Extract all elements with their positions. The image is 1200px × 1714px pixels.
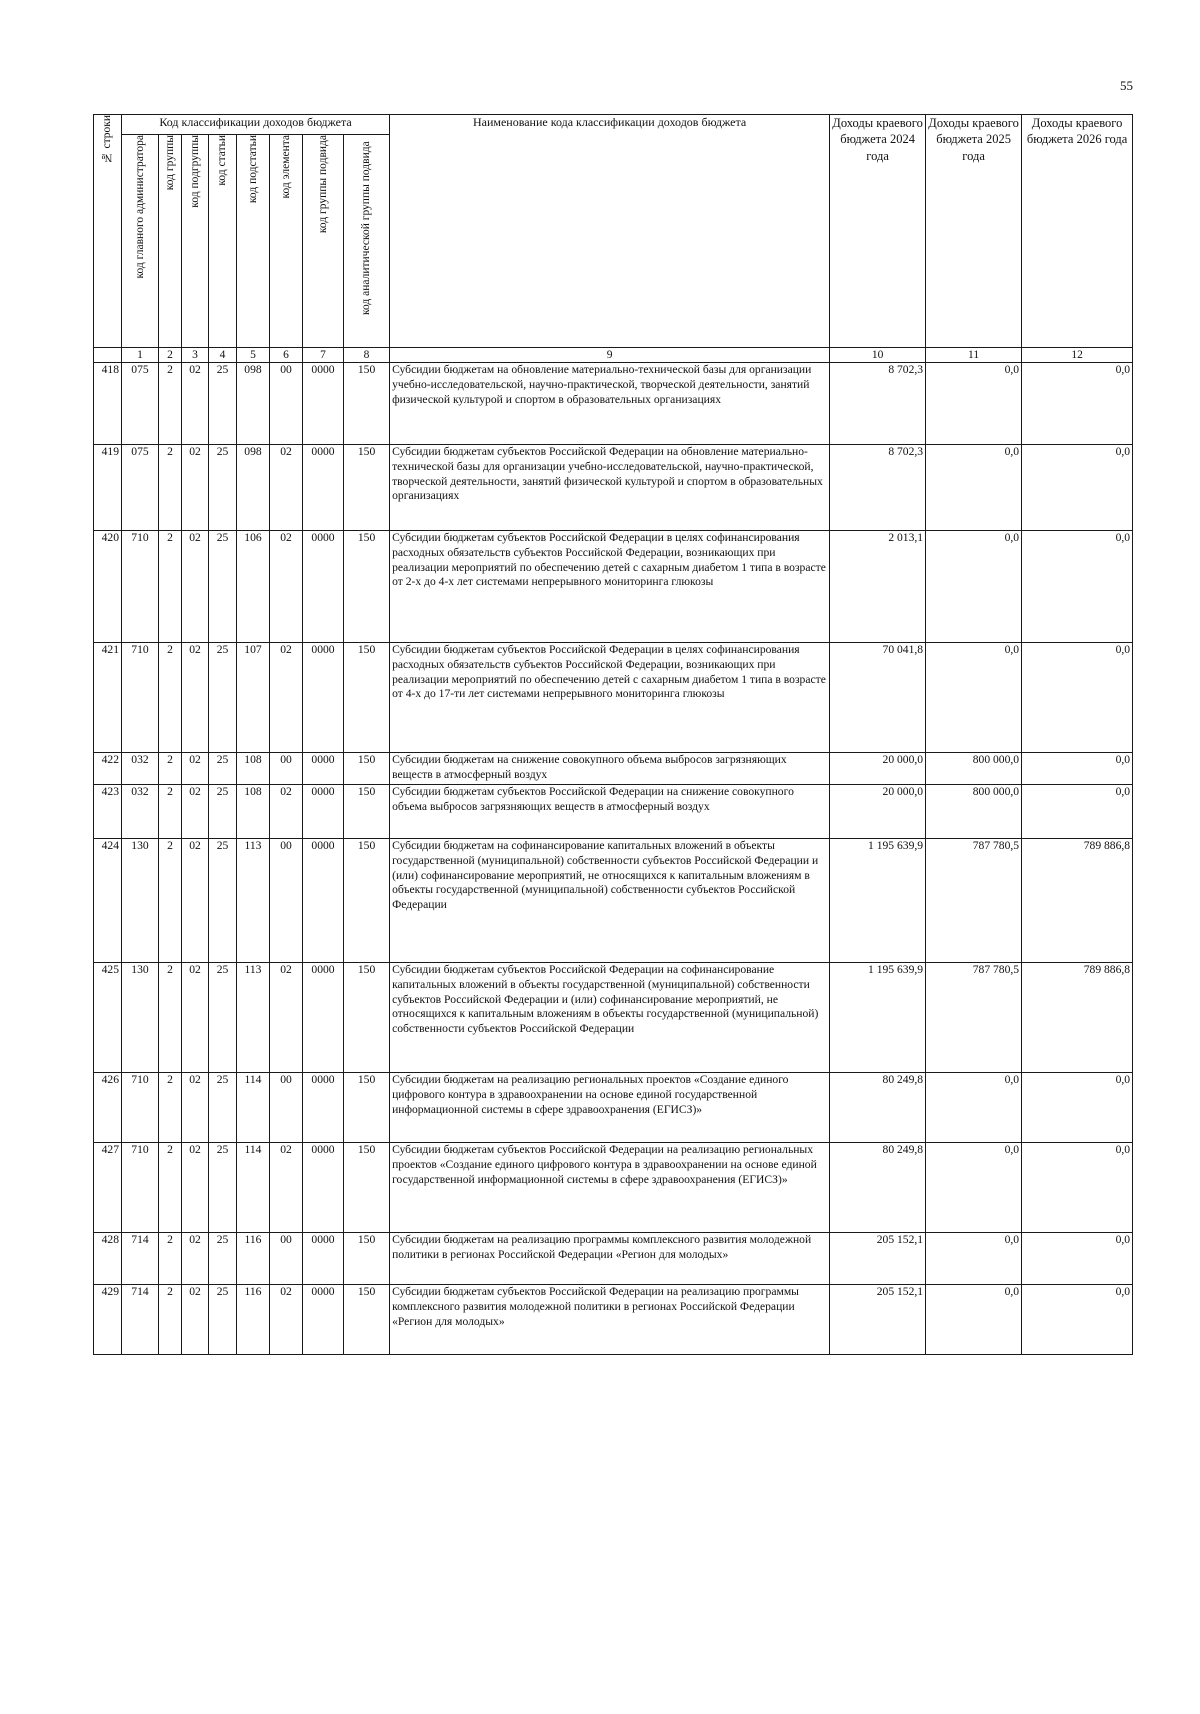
subarticle-code: 108	[237, 785, 270, 839]
analytic-group-code: 150	[344, 531, 390, 643]
group-code: 2	[159, 753, 182, 785]
group-code: 2	[159, 839, 182, 963]
element-code: 02	[270, 531, 303, 643]
revenue-amount-2026: 789 886,8	[1022, 839, 1133, 963]
subarticle-code: 114	[237, 1073, 270, 1143]
subgroup-code: 02	[182, 643, 209, 753]
revenue-amount-2024: 80 249,8	[830, 1143, 926, 1233]
column-number: 2	[159, 348, 182, 363]
subtype-group-code: 0000	[303, 1073, 344, 1143]
element-code: 00	[270, 839, 303, 963]
revenue-amount-2026: 0,0	[1022, 1143, 1133, 1233]
analytic-group-code: 150	[344, 1233, 390, 1285]
revenue-name: Субсидии бюджетам субъектов Российской Федерации на реализацию региональных проектов «Создание единого цифрового контура в здравоохранении на основе единой государственной информационной системы в сфере здравоохранения (ЕГИСЗ)»	[390, 1143, 830, 1233]
subgroup-code: 02	[182, 531, 209, 643]
group-code: 2	[159, 1233, 182, 1285]
row-number: 420	[94, 531, 122, 643]
revenue-amount-2026: 0,0	[1022, 1073, 1133, 1143]
analytic-group-code: 150	[344, 445, 390, 531]
column-number: 9	[390, 348, 830, 363]
admin-code: 710	[122, 1143, 159, 1233]
table-row	[94, 1285, 1133, 1355]
group-code: 2	[159, 643, 182, 753]
group-code: 2	[159, 785, 182, 839]
article-code: 25	[209, 963, 237, 1073]
subarticle-code: 113	[237, 963, 270, 1073]
revenue-amount-2024: 8 702,3	[830, 445, 926, 531]
subarticle-code: 098	[237, 363, 270, 445]
subgroup-code: 02	[182, 1233, 209, 1285]
header-year-2026: Доходы краевого бюджета 2026 года	[1022, 115, 1133, 348]
article-code: 25	[209, 839, 237, 963]
table-row	[94, 785, 1133, 839]
revenue-amount-2025: 0,0	[926, 1073, 1022, 1143]
revenue-amount-2026: 0,0	[1022, 531, 1133, 643]
article-code: 25	[209, 445, 237, 531]
row-number: 423	[94, 785, 122, 839]
table-row	[94, 1073, 1133, 1143]
column-number: 10	[830, 348, 926, 363]
group-code: 2	[159, 531, 182, 643]
revenue-name: Субсидии бюджетам на реализацию региональных проектов «Создание единого цифрового контура в здравоохранении на основе единой государственной информационной системы в сфере здравоохранения (ЕГИСЗ)»	[390, 1073, 830, 1143]
analytic-group-code: 150	[344, 1143, 390, 1233]
table-row	[94, 839, 1133, 963]
revenue-name: Субсидии бюджетам субъектов Российской Федерации на реализацию программы комплексного развития молодежной политики в регионах Российской Федерации «Регион для молодых»	[390, 1285, 830, 1355]
column-number: 8	[344, 348, 390, 363]
article-code: 25	[209, 753, 237, 785]
revenue-amount-2024: 1 195 639,9	[830, 963, 926, 1073]
article-code: 25	[209, 1285, 237, 1355]
header-subgroup-code: код подгруппы	[182, 135, 209, 348]
table-row	[94, 753, 1133, 785]
article-code: 25	[209, 363, 237, 445]
analytic-group-code: 150	[344, 643, 390, 753]
subtype-group-code: 0000	[303, 1143, 344, 1233]
revenue-amount-2024: 205 152,1	[830, 1285, 926, 1355]
revenue-amount-2026: 789 886,8	[1022, 963, 1133, 1073]
revenue-amount-2024: 20 000,0	[830, 785, 926, 839]
article-code: 25	[209, 531, 237, 643]
header-subarticle-code: код подстатьи	[237, 135, 270, 348]
row-number: 427	[94, 1143, 122, 1233]
header-subtype-group-code: код группы подвида	[303, 135, 344, 348]
subgroup-code: 02	[182, 839, 209, 963]
element-code: 02	[270, 963, 303, 1073]
revenue-name: Субсидии бюджетам субъектов Российской Федерации в целях софинансирования расходных обязательств субъектов Российской Федерации, возникающих при реализации мероприятий по обеспечению детей с сахарным диабетом 1 типа в возрасте от 2-х до 4-х лет системами непрерывного мониторинга глюкозы	[390, 531, 830, 643]
subtype-group-code: 0000	[303, 531, 344, 643]
column-number-row	[94, 348, 1133, 363]
subgroup-code: 02	[182, 1143, 209, 1233]
revenue-amount-2025: 0,0	[926, 531, 1022, 643]
table-row	[94, 1233, 1133, 1285]
revenue-amount-2025: 0,0	[926, 363, 1022, 445]
subarticle-code: 098	[237, 445, 270, 531]
revenue-amount-2024: 80 249,8	[830, 1073, 926, 1143]
revenue-amount-2024: 70 041,8	[830, 643, 926, 753]
revenue-amount-2026: 0,0	[1022, 1285, 1133, 1355]
revenue-amount-2025: 0,0	[926, 1285, 1022, 1355]
element-code: 00	[270, 1233, 303, 1285]
row-number: 424	[94, 839, 122, 963]
revenue-amount-2026: 0,0	[1022, 1233, 1133, 1285]
column-number: 3	[182, 348, 209, 363]
admin-code: 032	[122, 785, 159, 839]
revenue-amount-2026: 0,0	[1022, 445, 1133, 531]
row-number: 428	[94, 1233, 122, 1285]
article-code: 25	[209, 1073, 237, 1143]
subgroup-code: 02	[182, 363, 209, 445]
admin-code: 032	[122, 753, 159, 785]
analytic-group-code: 150	[344, 363, 390, 445]
group-code: 2	[159, 1285, 182, 1355]
revenue-amount-2025: 787 780,5	[926, 839, 1022, 963]
revenue-name: Субсидии бюджетам субъектов Российской Федерации на обновление материально-технической базы для организации учебно-исследовательской, научно-практической, творческой деятельности, занятий физической культурой и спортом в образовательных организациях	[390, 445, 830, 531]
row-number: 421	[94, 643, 122, 753]
header-element-code: код элемента	[270, 135, 303, 348]
revenue-name: Субсидии бюджетам на софинансирование капитальных вложений в объекты государственной (муниципальной) собственности субъектов Российской Федерации и (или) софинансирование мероприятий, не относящихся к капитальным вложениям в объекты государственной (муниципальной) собственности субъектов Российской Федерации	[390, 839, 830, 963]
element-code: 00	[270, 1073, 303, 1143]
revenue-amount-2026: 0,0	[1022, 643, 1133, 753]
page-number: 55	[1120, 78, 1133, 93]
subtype-group-code: 0000	[303, 363, 344, 445]
element-code: 00	[270, 363, 303, 445]
admin-code: 710	[122, 643, 159, 753]
row-number: 419	[94, 445, 122, 531]
column-number	[94, 348, 122, 363]
row-number: 426	[94, 1073, 122, 1143]
revenue-name: Субсидии бюджетам на реализацию программы комплексного развития молодежной политики в регионах Российской Федерации «Регион для молодых»	[390, 1233, 830, 1285]
admin-code: 130	[122, 963, 159, 1073]
revenue-amount-2024: 20 000,0	[830, 753, 926, 785]
column-number: 6	[270, 348, 303, 363]
subtype-group-code: 0000	[303, 1233, 344, 1285]
revenue-classification-table	[93, 114, 1133, 1355]
revenue-amount-2025: 0,0	[926, 445, 1022, 531]
revenue-amount-2025: 0,0	[926, 1143, 1022, 1233]
admin-code: 075	[122, 445, 159, 531]
revenue-amount-2026: 0,0	[1022, 753, 1133, 785]
subtype-group-code: 0000	[303, 753, 344, 785]
table-row	[94, 1143, 1133, 1233]
group-code: 2	[159, 1143, 182, 1233]
admin-code: 714	[122, 1233, 159, 1285]
subtype-group-code: 0000	[303, 785, 344, 839]
subgroup-code: 02	[182, 445, 209, 531]
column-number: 1	[122, 348, 159, 363]
header-article-code: код статьи	[209, 135, 237, 348]
analytic-group-code: 150	[344, 963, 390, 1073]
subarticle-code: 108	[237, 753, 270, 785]
analytic-group-code: 150	[344, 785, 390, 839]
revenue-name: Субсидии бюджетам на снижение совокупного объема выбросов загрязняющих веществ в атмосферный воздух	[390, 753, 830, 785]
row-number: 418	[94, 363, 122, 445]
article-code: 25	[209, 1233, 237, 1285]
table-row	[94, 445, 1133, 531]
group-code: 2	[159, 1073, 182, 1143]
column-number: 5	[237, 348, 270, 363]
subgroup-code: 02	[182, 1073, 209, 1143]
analytic-group-code: 150	[344, 1285, 390, 1355]
revenue-name: Субсидии бюджетам на обновление материально-технической базы для организации учебно-исследовательской, научно-практической, творческой деятельности, занятий физической культурой и спортом в образовательных организациях	[390, 363, 830, 445]
header-row-number: № строки	[94, 115, 122, 348]
revenue-name: Субсидии бюджетам субъектов Российской Федерации на софинансирование капитальных вложений в объекты государственной (муниципальной) собственности субъектов Российской Федерации и (или) софинансирование мероприятий, не относящихся к капитальным вложениям в объекты государственной (муниципальной) собственности субъектов Российской Федерации	[390, 963, 830, 1073]
subgroup-code: 02	[182, 1285, 209, 1355]
header-year-2024: Доходы краевого бюджета 2024 года	[830, 115, 926, 348]
column-number: 4	[209, 348, 237, 363]
revenue-name: Субсидии бюджетам субъектов Российской Федерации на снижение совокупного объема выбросов загрязняющих веществ в атмосферный воздух	[390, 785, 830, 839]
revenue-amount-2025: 800 000,0	[926, 785, 1022, 839]
subgroup-code: 02	[182, 963, 209, 1073]
row-number: 429	[94, 1285, 122, 1355]
column-number: 12	[1022, 348, 1133, 363]
group-code: 2	[159, 363, 182, 445]
subarticle-code: 106	[237, 531, 270, 643]
admin-code: 130	[122, 839, 159, 963]
element-code: 00	[270, 753, 303, 785]
revenue-amount-2024: 1 195 639,9	[830, 839, 926, 963]
subtype-group-code: 0000	[303, 445, 344, 531]
header-name: Наименование кода классификации доходов бюджета	[390, 115, 830, 348]
subarticle-code: 116	[237, 1233, 270, 1285]
group-code: 2	[159, 963, 182, 1073]
revenue-amount-2026: 0,0	[1022, 363, 1133, 445]
subtype-group-code: 0000	[303, 839, 344, 963]
subgroup-code: 02	[182, 785, 209, 839]
subarticle-code: 113	[237, 839, 270, 963]
revenue-name: Субсидии бюджетам субъектов Российской Федерации в целях софинансирования расходных обязательств субъектов Российской Федерации, возникающих при реализации мероприятий по обеспечению детей с сахарным диабетом 1 типа в возрасте от 4-х до 17-ти лет системами непрерывного мониторинга глюкозы	[390, 643, 830, 753]
header-group-code: код группы	[159, 135, 182, 348]
table-row	[94, 963, 1133, 1073]
analytic-group-code: 150	[344, 753, 390, 785]
revenue-amount-2026: 0,0	[1022, 785, 1133, 839]
admin-code: 075	[122, 363, 159, 445]
admin-code: 710	[122, 1073, 159, 1143]
table-row	[94, 363, 1133, 445]
element-code: 02	[270, 1285, 303, 1355]
revenue-amount-2025: 0,0	[926, 1233, 1022, 1285]
table-row	[94, 531, 1133, 643]
revenue-amount-2024: 205 152,1	[830, 1233, 926, 1285]
revenue-amount-2025: 0,0	[926, 643, 1022, 753]
header-analytic-group-code: код аналитической группы подвида	[344, 135, 390, 348]
column-number: 11	[926, 348, 1022, 363]
revenue-amount-2024: 2 013,1	[830, 531, 926, 643]
element-code: 02	[270, 445, 303, 531]
subgroup-code: 02	[182, 753, 209, 785]
analytic-group-code: 150	[344, 1073, 390, 1143]
revenue-amount-2025: 787 780,5	[926, 963, 1022, 1073]
subarticle-code: 116	[237, 1285, 270, 1355]
subtype-group-code: 0000	[303, 1285, 344, 1355]
article-code: 25	[209, 785, 237, 839]
analytic-group-code: 150	[344, 839, 390, 963]
table-row	[94, 643, 1133, 753]
revenue-amount-2024: 8 702,3	[830, 363, 926, 445]
admin-code: 710	[122, 531, 159, 643]
subarticle-code: 114	[237, 1143, 270, 1233]
admin-code: 714	[122, 1285, 159, 1355]
header-classification-group: Код классификации доходов бюджета	[122, 115, 390, 135]
row-number: 422	[94, 753, 122, 785]
element-code: 02	[270, 1143, 303, 1233]
revenue-amount-2025: 800 000,0	[926, 753, 1022, 785]
article-code: 25	[209, 643, 237, 753]
column-number: 7	[303, 348, 344, 363]
row-number: 425	[94, 963, 122, 1073]
header-admin-code: код главного администратора	[122, 135, 159, 348]
subarticle-code: 107	[237, 643, 270, 753]
element-code: 02	[270, 643, 303, 753]
subtype-group-code: 0000	[303, 963, 344, 1073]
header-year-2025: Доходы краевого бюджета 2025 года	[926, 115, 1022, 348]
article-code: 25	[209, 1143, 237, 1233]
element-code: 02	[270, 785, 303, 839]
group-code: 2	[159, 445, 182, 531]
subtype-group-code: 0000	[303, 643, 344, 753]
